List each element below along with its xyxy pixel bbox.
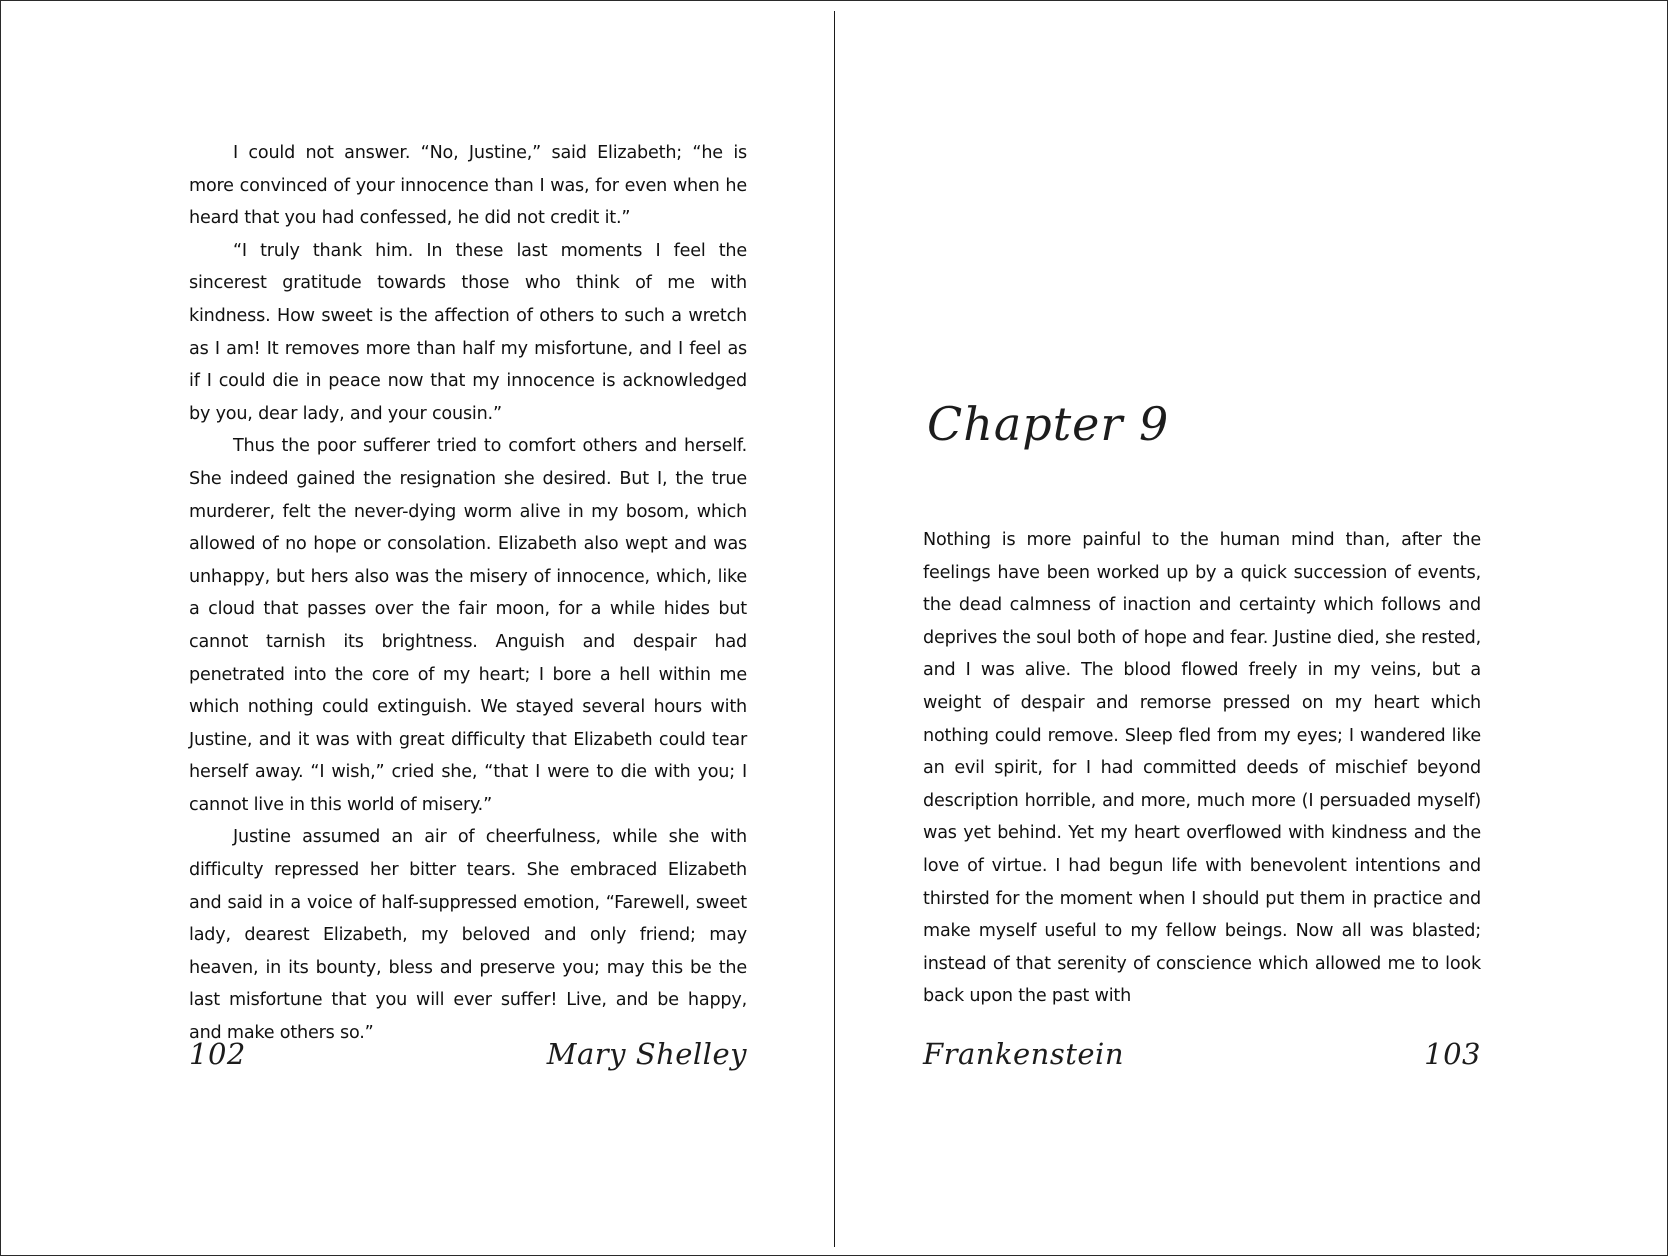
paragraph: Nothing is more painful to the human mind than, after the feelings have been worked up by a quick succession of events, the dead calmness of inaction and certainty which follows and deprives the soul both of hope and fear. Justine died, she rested, and I was alive. The blood flowed freely in my veins, but a weight of despair and remorse pressed on my heart which nothing could remove. Sleep fled from my eyes; I wandered like an evil spirit, for I had committed deeds of mischief beyond description horrible, and more, much more (I persuaded myself) was yet behind. Yet my heart overflowed with kindness and the love of virtue. I had begun life with benevolent intentions and thirsted for the moment when I should put them in practice and make myself useful to my fellow beings. Now all was blasted; instead of that serenity of conscience which allowed me to look back upon the past with xyxy=(923,530,1481,1007)
left-page[interactable] xyxy=(1,1,834,1255)
paragraph: Justine assumed an air of cheerfulness, while she with difficulty repressed her bitter tears. She embraced Elizabeth and said in a voice of half-suppressed emotion, “Farewell, sweet lady, dearest Elizabeth, my beloved and only friend; may heaven, in its bounty, bless and preserve you; may this be the last misfortune that you will ever suffer! Live, and be happy, and make others so.” xyxy=(189,827,747,1044)
right-running-head: Frankenstein xyxy=(923,1037,1125,1071)
left-page-body xyxy=(189,137,747,1050)
paragraph: Thus the poor sufferer tried to comfort others and herself. She indeed gained the resignation she desired. But I, the true murderer, felt the never-dying worm alive in my bosom, which allowed of no hope or consolation. Elizabeth also wept and was unhappy, but hers also was the misery of innocence, which, like a cloud that passes over the fair moon, for a while hides but cannot tarnish its brightness. Anguish and despair had penetrated into the core of my heart; I bore a hell within me which nothing could extinguish. We stayed several hours with Justine, and it was with great difficulty that Elizabeth could tear herself away. “I wish,” cried she, “that I were to die with you; I cannot live in this world of misery.” xyxy=(189,436,747,815)
left-running-head: Mary Shelley xyxy=(546,1037,747,1071)
chapter-heading: Chapter 9 xyxy=(927,397,1170,451)
paragraph: “I truly thank him. In these last moments I feel the sincerest gratitude towards those who think of me with kindness. How sweet is the affection of others to such a wretch as I am! It removes more than half my misfortune, and I feel as if I could die in peace now that my innocence is acknowledged by you, dear lady, and your cousin.” xyxy=(189,240,747,424)
right-page-body xyxy=(923,524,1481,1013)
right-page-number: 103 xyxy=(1424,1037,1481,1071)
right-page[interactable] xyxy=(835,1,1668,1255)
left-page-number: 102 xyxy=(189,1037,246,1071)
paragraph: I could not answer. “No, Justine,” said Elizabeth; “he is more convinced of your innocence than I was, for even when he heard that you had confessed, he did not credit it.” xyxy=(189,143,747,229)
